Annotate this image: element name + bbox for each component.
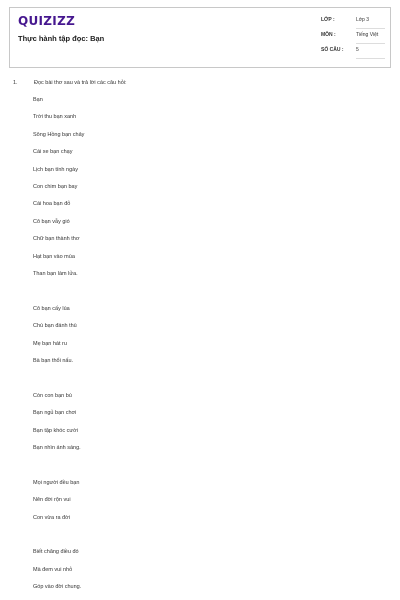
worksheet-header <box>9 7 391 68</box>
poem-line: Cái xe bạn chạy <box>33 149 73 156</box>
poem-line: Sông Hồng bạn chảy <box>33 131 85 138</box>
poem-line: Chữ bạn thành thơ <box>33 236 80 243</box>
meta-row-subject <box>321 30 385 45</box>
poem-line: Hạt bạn vào mùa <box>33 253 75 260</box>
meta-row-grade <box>321 15 385 30</box>
poem-line: Biết chăng điều đó <box>33 549 79 556</box>
poem-line: Cái hoa bạn đỏ <box>33 201 71 208</box>
worksheet-meta <box>321 15 385 60</box>
poem-line: Con chim bạn bay <box>33 184 78 190</box>
meta-value: Tiếng Việt <box>356 30 385 44</box>
poem-line: Cô bạn vẫy gió <box>33 218 70 225</box>
poem-line: Lịch bạn tính ngày <box>33 166 78 173</box>
poem-line: Mọi người đều bạn <box>33 479 80 486</box>
worksheet-title: Thực hành tập đọc: Bạn <box>18 34 105 43</box>
poem-line: Trời thu bạn xanh <box>33 114 77 121</box>
poem-line: Còn con bạn bú <box>33 392 72 399</box>
poem-line: Bạn <box>33 97 43 103</box>
poem-line: Than bạn làm lửa. <box>33 271 78 277</box>
question-number: 1. <box>13 80 18 86</box>
poem-line: Góp vào đời chung. <box>33 584 82 591</box>
meta-label: MÔN : <box>321 32 336 38</box>
poem-line: Cô bạn cấy lúa <box>33 305 70 312</box>
poem-line: Bạn tập khóc cười <box>33 427 78 434</box>
poem-line: Nên đời rộn vui <box>33 497 71 504</box>
poem-line: Bạn ngủ bạn chơi <box>33 410 77 417</box>
poem-line: Chú bạn đánh thù <box>33 323 77 330</box>
meta-value: Lớp 3 <box>356 15 385 29</box>
meta-label: SỐ CÂU : <box>321 47 344 53</box>
poem-line: Bà bạn thổi nấu. <box>33 358 74 364</box>
question-prompt: Đọc bài thơ sau và trả lời các câu hỏi: <box>34 80 127 86</box>
poem-line: Mà đem vui nhỏ <box>33 566 73 573</box>
poem-line: Mẹ bạn hát ru <box>33 340 67 347</box>
meta-value: 5 <box>356 45 385 59</box>
quizizz-logo: QUIZIZZ <box>18 14 76 28</box>
meta-label: LỚP : <box>321 17 335 23</box>
meta-row-question-count <box>321 45 385 60</box>
poem-line: Bạn nhìn ánh sáng. <box>33 445 81 451</box>
poem-line: Con vừa ra đời <box>33 514 70 521</box>
